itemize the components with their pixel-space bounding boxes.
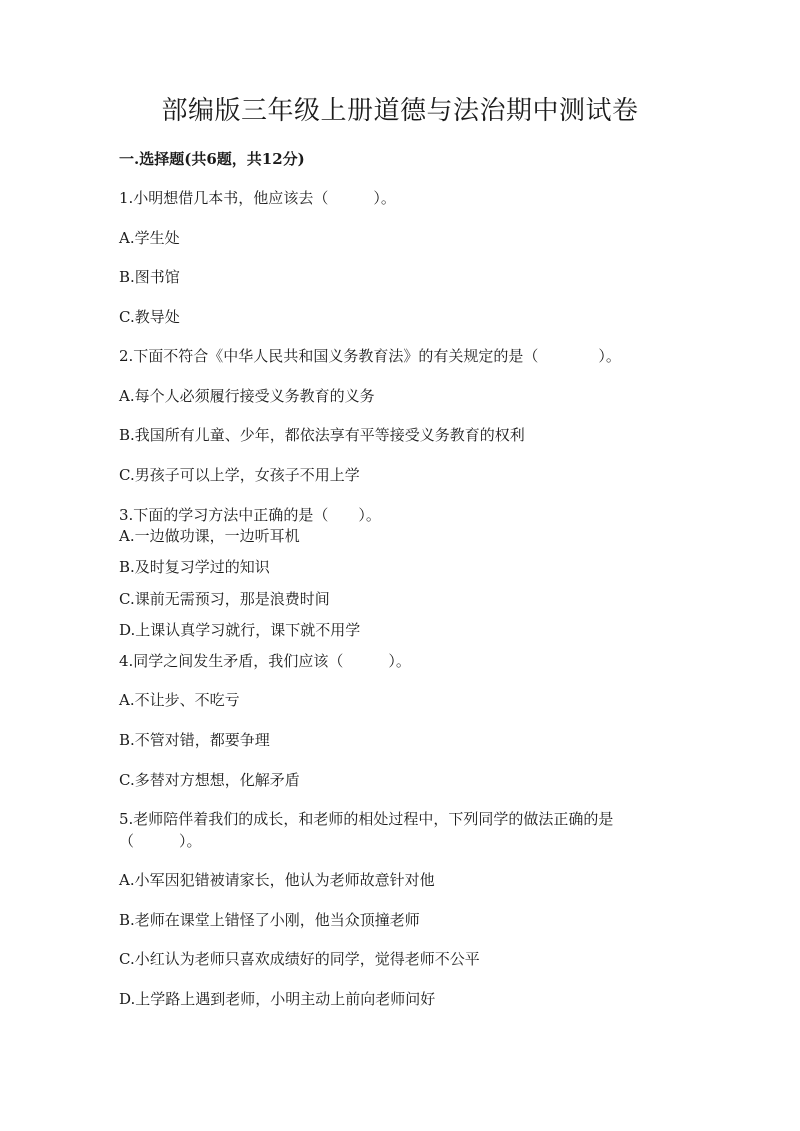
question-1-option-b: B.图书馆 [119,268,180,286]
question-5-option-b: B.老师在课堂上错怪了小刚，他当众顶撞老师 [119,911,420,929]
question-3-option-a: A.一边做功课，一边听耳机 [119,527,300,545]
question-1-option-c: C.教导处 [119,308,180,326]
question-4-option-a: A.不让步、不吃亏 [119,691,240,709]
question-3-option-d: D.上课认真学习就行，课下就不用学 [119,621,361,639]
question-4-stem: 4.同学之间发生矛盾，我们应该（ ）。 [119,652,411,670]
question-1-stem: 1.小明想借几本书，他应该去（ ）。 [119,189,396,207]
question-5-stem-continued: （ ）。 [119,832,202,850]
question-2-option-a: A.每个人必须履行接受义务教育的义务 [119,387,375,405]
question-5-stem: 5.老师陪伴着我们的成长，和老师的相处过程中，下列同学的做法正确的是 [119,810,614,828]
page-title: 部编版三年级上册道德与法治期中测试卷 [161,96,639,126]
question-4-option-c: C.多替对方想想，化解矛盾 [119,771,300,789]
question-5-option-d: D.上学路上遇到老师，小明主动上前向老师问好 [119,990,436,1008]
question-2-option-b: B.我国所有儿童、少年，都依法享有平等接受义务教育的权利 [119,426,525,444]
question-2-stem: 2.下面不符合《中华人民共和国义务教育法》的有关规定的是（ ）。 [119,347,621,365]
section-heading: 一.选择题(共6题，共12分) [119,150,305,168]
question-3-stem: 3.下面的学习方法中正确的是（ ）。 [119,506,381,524]
question-3-option-c: C.课前无需预习，那是浪费时间 [119,590,330,608]
question-3-option-b: B.及时复习学过的知识 [119,558,270,576]
question-5-option-a: A.小军因犯错被请家长，他认为老师故意针对他 [119,871,435,889]
question-5-option-c: C.小红认为老师只喜欢成绩好的同学，觉得老师不公平 [119,950,480,968]
question-4-option-b: B.不管对错，都要争理 [119,731,270,749]
question-1-option-a: A.学生处 [119,229,180,247]
question-2-option-c: C.男孩子可以上学，女孩子不用上学 [119,466,360,484]
